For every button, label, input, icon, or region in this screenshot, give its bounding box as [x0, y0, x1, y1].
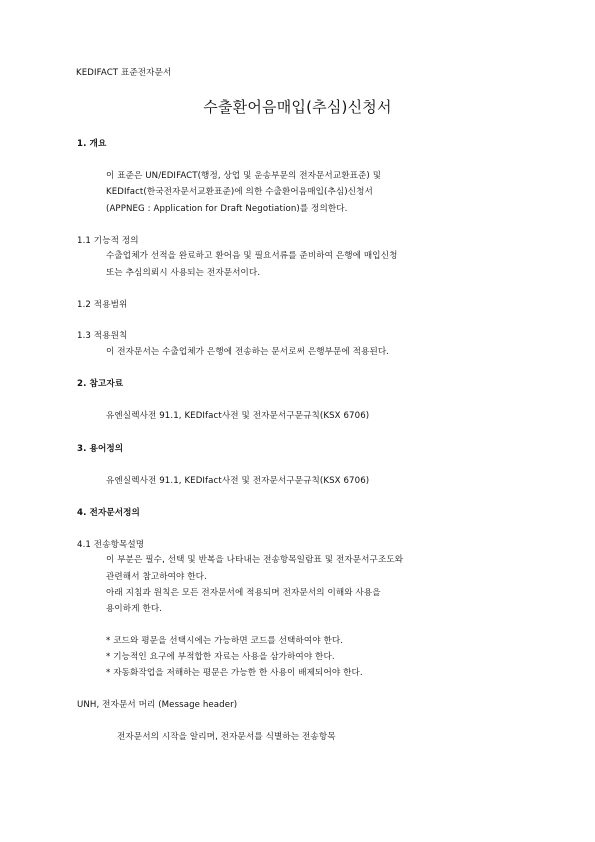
- section-2-heading: 2. 참고자료: [77, 379, 124, 389]
- section-1-heading: 1. 개요: [77, 139, 107, 149]
- bullet-item-2: * 기능적인 요구에 부적합한 자료는 사용을 삼가하여야 한다.: [106, 652, 335, 662]
- section-4-1-line-1: 이 부분은 필수, 선택 및 반복을 나타내는 전송항목일람표 및 전자문서구조도와: [106, 555, 404, 565]
- section-1-line-1: 이 표준은 UN/EDIFACT(행정, 상업 및 운송부문의 전자문서교환표준) 및: [106, 171, 382, 181]
- section-1-2-heading: 1.2 적용범위: [77, 300, 128, 310]
- unh-heading: UNH, 전자문서 머리 (Message header): [77, 700, 238, 710]
- section-1-1-heading: 1.1 기능적 정의: [77, 236, 139, 246]
- section-1-1-line-2: 또는 추심의뢰시 사용되는 전자문서이다.: [106, 268, 261, 278]
- section-1-3-line-1: 이 전자문서는 수출업체가 은행에 전송하는 문서로써 은행부문에 적용된다.: [106, 347, 390, 357]
- section-4-1-line-2: 관련해서 참고하여야 한다.: [106, 572, 207, 582]
- section-1-1-line-1: 수출업체가 선적을 완료하고 환어음 및 필요서류를 준비하여 은행에 매입신청: [106, 251, 398, 261]
- bullet-item-1: * 코드와 평문을 선택시에는 가능하면 코드를 선택하여야 한다.: [106, 636, 344, 646]
- section-2-line-1: 유엔실렉사전 91.1, KEDIfact사전 및 전자문서구문규칙(KSX 6706): [106, 411, 370, 421]
- unh-line-1: 전자문서의 시작을 알리며, 전자문서를 식별하는 전송항목: [117, 732, 336, 742]
- section-4-1-heading: 4.1 전송항목설명: [77, 540, 145, 550]
- section-1-line-3: (APPNEG : Application for Draft Negotiation)를 정의한다.: [106, 204, 348, 214]
- bullet-item-3: * 자동화작업을 저해하는 평문은 가능한 한 사용이 배제되어야 한다.: [106, 668, 363, 678]
- section-4-heading: 4. 전자문서정의: [77, 508, 140, 518]
- document-type-label: KEDIFACT 표준전자문서: [76, 68, 172, 78]
- section-4-1-line-4: 용이하게 한다.: [106, 604, 163, 614]
- section-1-line-2: KEDIfact(한국전자문서교환표준)에 의한 수출환어음매입(추심)신청서: [106, 187, 373, 197]
- section-1-3-heading: 1.3 적용원칙: [77, 331, 128, 341]
- section-3-heading: 3. 용어정의: [77, 444, 124, 454]
- section-3-line-1: 유엔실렉사전 91.1, KEDIfact사전 및 전자문서구문규칙(KSX 6706): [106, 476, 370, 486]
- document-title: 수출환어음매입(추심)신청서: [203, 98, 392, 116]
- section-4-1-line-3: 아래 지침과 원칙은 모든 전자문서에 적용되며 전자문서의 이해와 사용을: [106, 588, 381, 598]
